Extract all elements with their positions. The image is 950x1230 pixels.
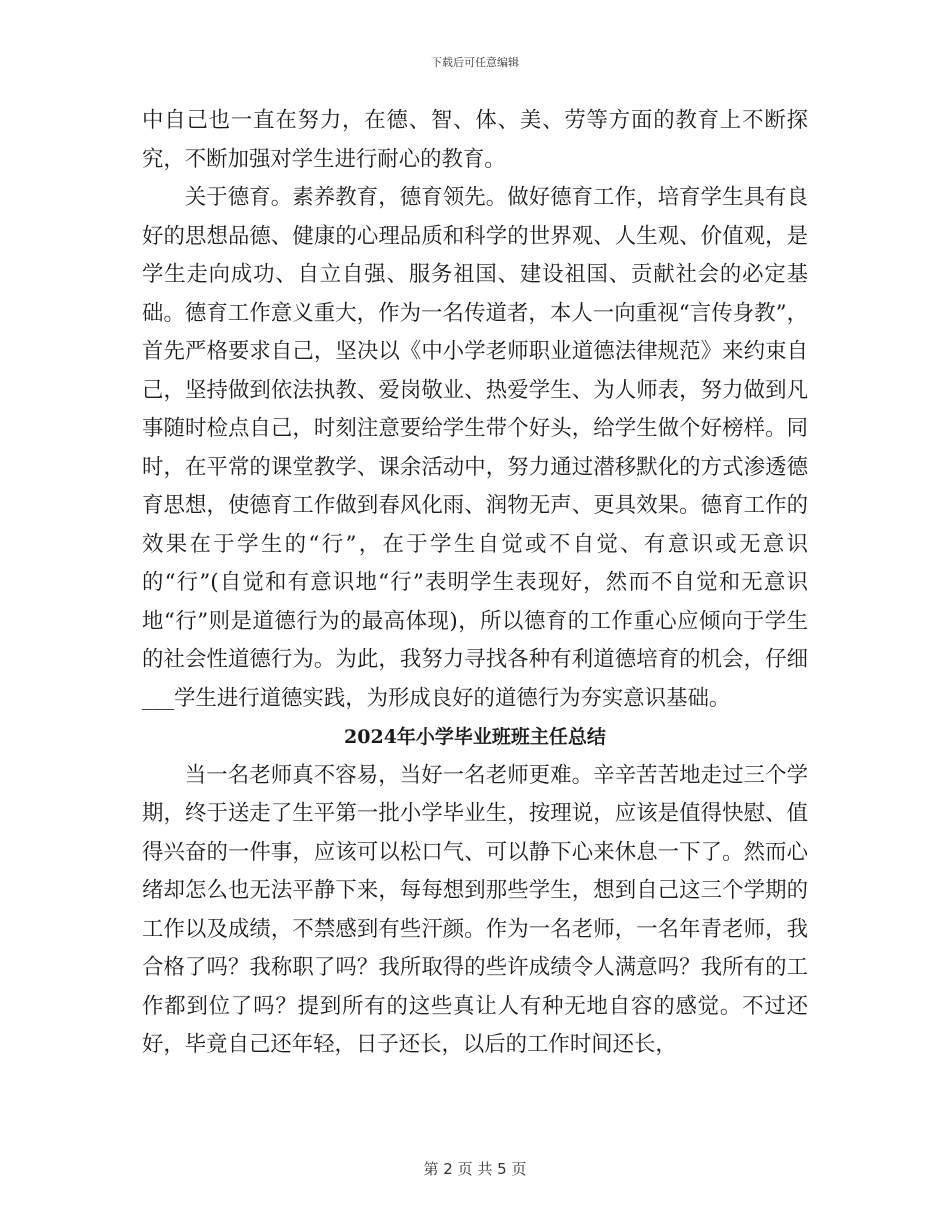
section-title: 2024年小学毕业班班主任总结 [344,726,606,748]
page-footer: 第 2 页 共 5 页 [423,1160,527,1178]
paragraph-continued: 中自己也一直在努力，在德、智、体、美、劳等方面的教育上不断探究，不断加强对学生进行耐心的教育。 [142,108,808,172]
document-body [142,102,808,1065]
page-header: 下载后可任意编辑 [431,56,519,69]
paragraph-moral-education: 关于德育。素养教育，德育领先。做好德育工作，培育学生具有良好的思想品德、健康的心理品质和科学的世界观、人生观、价值观，是学生走向成功、自立自强、服务祖国、建设祖国、贡献社会的必定基础。德育工作意义重大，作为一名传道者，本人一向重视“言传身教”，首先严格要求自己，坚决以《中小学老师职业道德法律规范》来约束自己，坚持做到依法执教、爱岗敬业、热爱学生、为人师表，努力做到凡事随时检点自己，时刻注意要给学生带个好头，给学生做个好榜样。同时，在平常的课堂教学、课余活动中，努力通过潜移默化的方式渗透德育思想，使德育工作做到春风化雨、润物无声、更具效果。德育工作的效果在于学生的“行”，在于学生自觉或不自觉、有意识或无意识的“行”(自觉和有意识地“行”表明学生表现好，然而不自觉和无意识地“行”则是道德行为的最高体现)，所以德育的工作重心应倾向于学生的社会性道德行为。为此，我努力寻找各种有利道德培育的机会，仔细___学生进行道德实践，为形成良好的道德行为夯实意识基础。 [142,185,808,711]
paragraph-summary-intro: 当一名老师真不容易，当好一名老师更难。辛辛苦苦地走过三个学期，终于送走了生平第一批小学毕业生，按理说，应该是值得快慰、值得兴奋的一件事，应该可以松口气、可以静下心来休息一下了。然而心绪却怎么也无法平静下来，每每想到那些学生，想到自己这三个学期的工作以及成绩，不禁感到有些汗颜。作为一名老师，一名年青老师，我合格了吗？我称职了吗？我所取得的些许成绩令人满意吗？我所有的工作都到位了吗？提到所有的这些真让人有种无地自容的感觉。不过还好，毕竟自己还年轻，日子还长，以后的工作时间还长， [142,762,808,1057]
